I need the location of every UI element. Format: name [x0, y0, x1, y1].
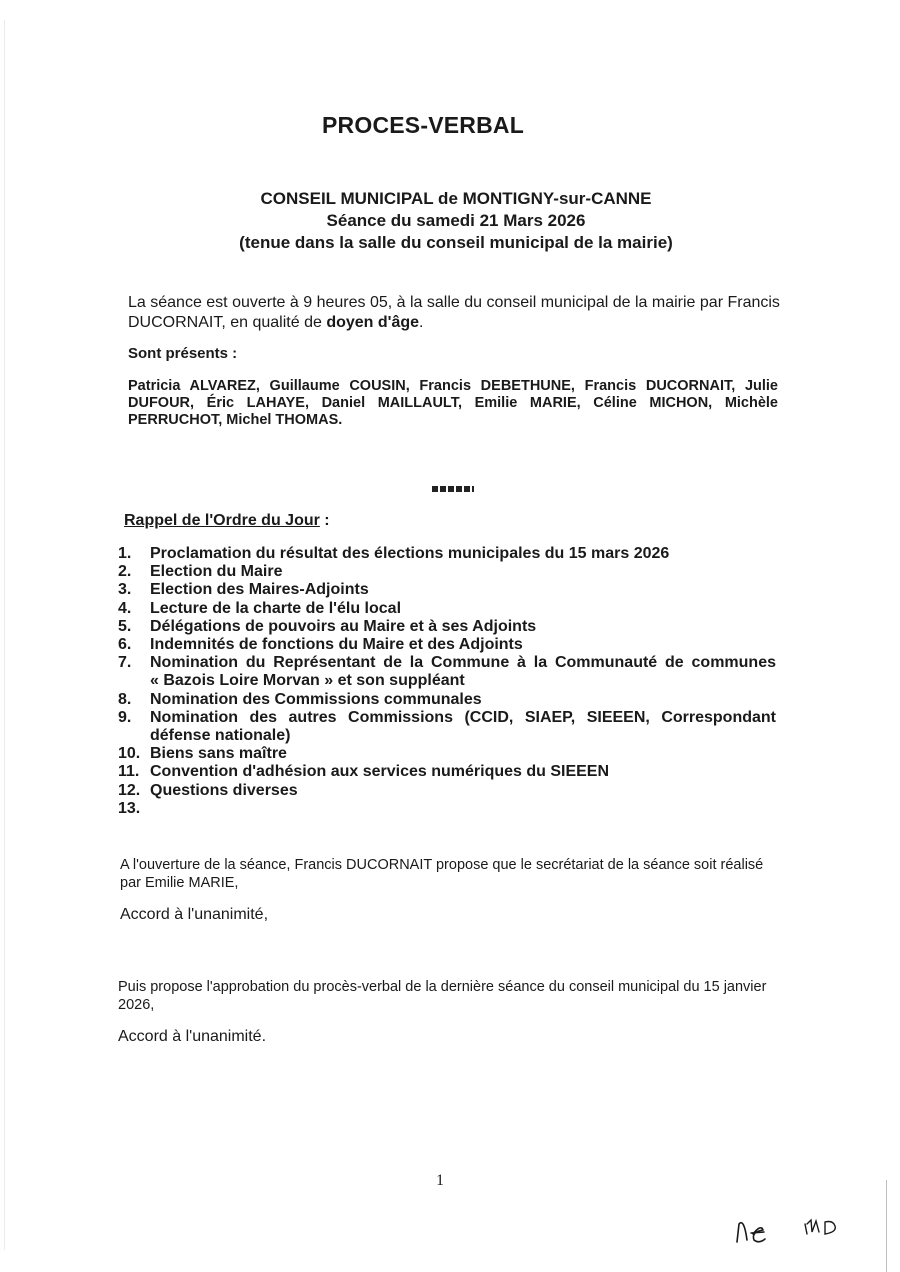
agenda-item-text: Nomination des Commissions communales	[150, 690, 482, 708]
presents-line-1: Patricia ALVAREZ, Guillaume COUSIN, Francis DEBETHUNE, Francis DUCORNAIT, Julie	[128, 378, 778, 394]
agenda-item-number: 7.	[118, 654, 132, 672]
opening-bold-text: doyen d'âge	[326, 314, 420, 331]
secretariat-line-1: A l'ouverture de la séance, Francis DUCORNAIT propose que le secrétariat de la séance soit réalisé	[120, 857, 764, 873]
session-date: Séance du samedi 21 Mars 2026	[326, 211, 586, 230]
agenda-heading-text: Rappel de l'Ordre du Jour	[124, 512, 320, 529]
council-name: CONSEIL MUNICIPAL de MONTIGNY-sur-CANNE	[260, 189, 652, 208]
initials-md	[805, 1220, 835, 1234]
agenda-item	[118, 636, 776, 654]
opening-line-2	[128, 313, 788, 333]
agenda-item-number: 8.	[118, 690, 132, 708]
session-location: (tenue dans la salle du conseil municipal de la mairie)	[239, 233, 673, 252]
agenda-item-text: Biens sans maître	[150, 745, 287, 763]
agenda-item-text	[150, 709, 776, 745]
accord-unanimite-1: Accord à l'unanimité,	[120, 906, 269, 923]
agenda-item	[118, 709, 776, 745]
agenda-item-text: Lecture de la charte de l'élu local	[150, 599, 402, 617]
approbation-line-1: Puis propose l'approbation du procès-verbal de la dernière séance du conseil municipal du 15 janvier	[118, 979, 767, 995]
agenda-item	[118, 800, 776, 818]
agenda-item	[118, 654, 776, 690]
opening-text: DUCORNAIT, en qualité de	[128, 314, 327, 331]
agenda-item-line: défense nationale)	[150, 727, 291, 745]
agenda-item-number: 9.	[118, 708, 132, 726]
opening-paragraph	[128, 293, 788, 333]
agenda-item-text: Questions diverses	[150, 781, 298, 799]
handwritten-initials	[735, 1212, 845, 1252]
accord-unanimite-2: Accord à l'unanimité.	[118, 1028, 267, 1045]
agenda-item-line: « Bazois Loire Morvan » et son suppléant	[150, 672, 465, 690]
agenda-item-line: Nomination du Représentant de la Commune à la Communauté de communes	[150, 654, 776, 672]
agenda-item-number: 2.	[118, 563, 132, 581]
agenda-heading-colon: :	[319, 512, 330, 529]
secretariat-paragraph	[120, 856, 800, 892]
secretariat-line-2: par Emilie MARIE,	[120, 875, 239, 891]
agenda-item	[118, 545, 776, 563]
presents-line-2: DUFOUR, Éric LAHAYE, Daniel MAILLAULT, Emilie MARIE, Céline MICHON, Michèle	[128, 395, 778, 411]
agenda-heading	[124, 512, 330, 530]
presents-heading: Sont présents :	[128, 345, 238, 362]
agenda-item-number: 12.	[118, 781, 141, 799]
agenda-item-number: 13.	[118, 799, 141, 817]
agenda-list	[118, 545, 776, 818]
agenda-item-line: Nomination des autres Commissions (CCID, SIAEP, SIEEEN, Correspondant	[150, 708, 776, 726]
agenda-item-number: 11.	[118, 763, 140, 781]
agenda-item	[118, 691, 776, 709]
agenda-item	[118, 600, 776, 618]
document-title: PROCES-VERBAL	[322, 112, 524, 138]
agenda-item-text: Election du Maire	[150, 563, 283, 581]
agenda-item-number: 5.	[118, 617, 132, 635]
agenda-item-number: 1.	[118, 545, 132, 562]
agenda-item-text: Proclamation du résultat des élections municipales du 15 mars 2026	[150, 545, 670, 562]
approbation-line-2: 2026,	[118, 997, 155, 1013]
agenda-item	[118, 563, 776, 581]
presents-list	[128, 378, 778, 429]
opening-end: .	[419, 314, 424, 331]
agenda-item	[118, 745, 776, 763]
agenda-item-text: Délégations de pouvoirs au Maire et à ses Adjoints	[150, 617, 537, 635]
agenda-item-text: Indemnités de fonctions du Maire et des Adjoints	[150, 636, 523, 654]
agenda-item-number: 3.	[118, 581, 132, 599]
approbation-paragraph	[118, 978, 798, 1014]
section-separator	[432, 486, 474, 492]
agenda-item-number: 4.	[118, 599, 132, 617]
agenda-item-text	[150, 800, 776, 818]
agenda-item-number: 6.	[118, 636, 132, 654]
presents-line-3: PERRUCHOT, Michel THOMAS.	[128, 412, 343, 428]
agenda-item-text: Convention d'adhésion aux services numériques du SIEEEN	[150, 763, 610, 781]
agenda-item	[118, 581, 776, 599]
agenda-item-text: Election des Maires-Adjoints	[150, 581, 369, 599]
agenda-item	[118, 763, 776, 781]
scan-edge-right	[886, 1180, 887, 1272]
page-number: 1	[436, 1172, 444, 1189]
opening-line-1: La séance est ouverte à 9 heures 05, à la salle du conseil municipal de la mairie par Francis	[128, 294, 780, 311]
agenda-item-number: 10.	[118, 745, 141, 763]
initials-ne	[737, 1223, 765, 1242]
agenda-item	[118, 618, 776, 636]
agenda-item-text	[150, 654, 776, 690]
agenda-item	[118, 782, 776, 800]
